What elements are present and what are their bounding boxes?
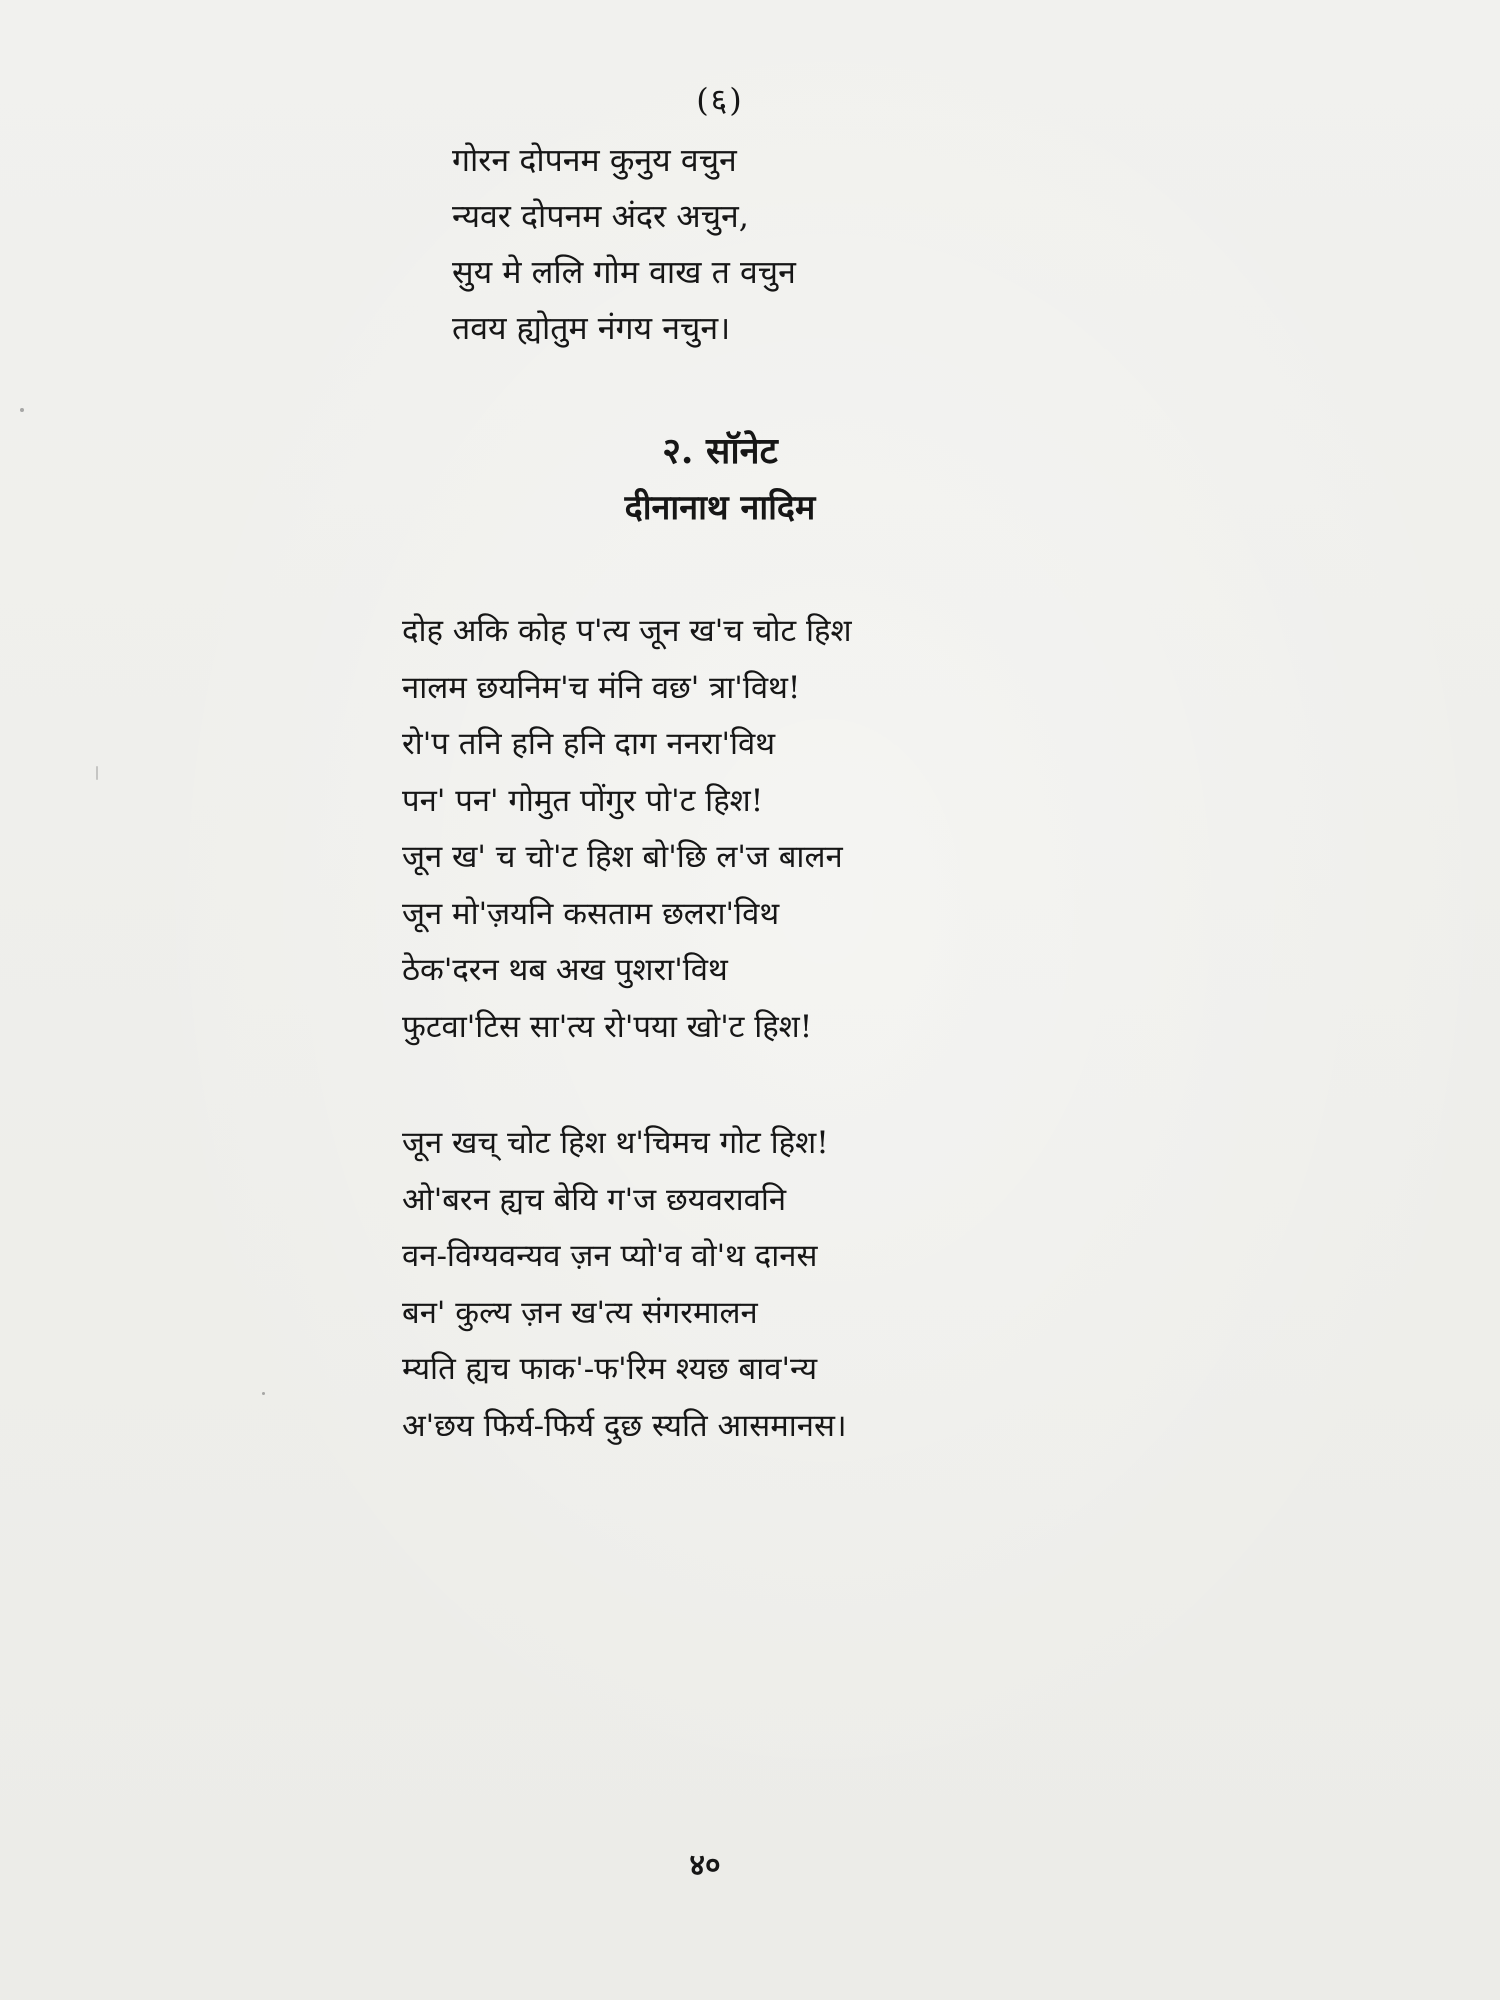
sonnet-line: बन' कुल्य ज़न ख'त्य संगरमालन bbox=[402, 1294, 758, 1331]
verse-line: न्यवर दोपनम अंदर अचुन, bbox=[452, 197, 749, 235]
sonnet-line: जून खच् चोट हिश थ'चिमच गोट हिश! bbox=[402, 1125, 829, 1161]
sonnet-line: फुटवा'टिस सा'त्य रो'पया खो'ट हिश! bbox=[402, 1008, 813, 1045]
section-number: (६) bbox=[696, 81, 744, 119]
verse-line: तवय ह्योतुम नंगय नचुन। bbox=[452, 309, 731, 347]
page-number: ४० bbox=[689, 1848, 721, 1883]
paper-speck bbox=[96, 766, 98, 780]
sonnet-title: २. सॉनेट bbox=[662, 430, 778, 472]
paper-speck bbox=[262, 1392, 265, 1395]
sonnet-line: रो'प तनि हनि हनि दाग ननरा'विथ bbox=[402, 726, 776, 762]
sonnet-line: ठेक'दरन थब अख पुशरा'विथ bbox=[402, 952, 728, 988]
sonnet-stanza-2 bbox=[402, 1115, 847, 1454]
paper-speck bbox=[20, 408, 24, 412]
sonnet-line: नालम छयनिम'च मंनि वछ' त्रा'विथ! bbox=[402, 669, 801, 706]
sonnet-line: जून ख' च चो'ट हिश बो'छि ल'ज बालन bbox=[402, 839, 843, 875]
sonnet-line: ओ'बरन ह्यच बेयि ग'ज छयवरावनि bbox=[402, 1181, 787, 1218]
sonnet-line: पन' पन' गोमुत पोंगुर पो'ट हिश! bbox=[402, 782, 764, 819]
verse-line: गोरन दोपनम कुनुय वचुन bbox=[452, 141, 737, 179]
sonnet-stanza-1 bbox=[402, 603, 852, 1055]
sonnet-line: वन-विग्यवन्यव ज़न प्यो'व वो'थ दानस bbox=[402, 1238, 818, 1274]
sonnet-line: म्यति ह्यच फाक'-फ'रिम श्यछ बाव'न्य bbox=[402, 1351, 818, 1387]
sonnet-line: अ'छय फिर्य-फिर्य दुछ स्यति आसमानस। bbox=[402, 1407, 847, 1444]
sonnet-author: दीनानाथ नादिम bbox=[624, 488, 816, 528]
verse-block bbox=[452, 132, 796, 356]
sonnet-line: जून मो'ज़यनि कसताम छलरा'विथ bbox=[402, 895, 780, 932]
verse-line: सुय मे ललि गोम वाख त वचुन bbox=[452, 253, 796, 291]
sonnet-line: दोह अकि कोह प'त्य जून ख'च चोट हिश bbox=[402, 613, 852, 649]
